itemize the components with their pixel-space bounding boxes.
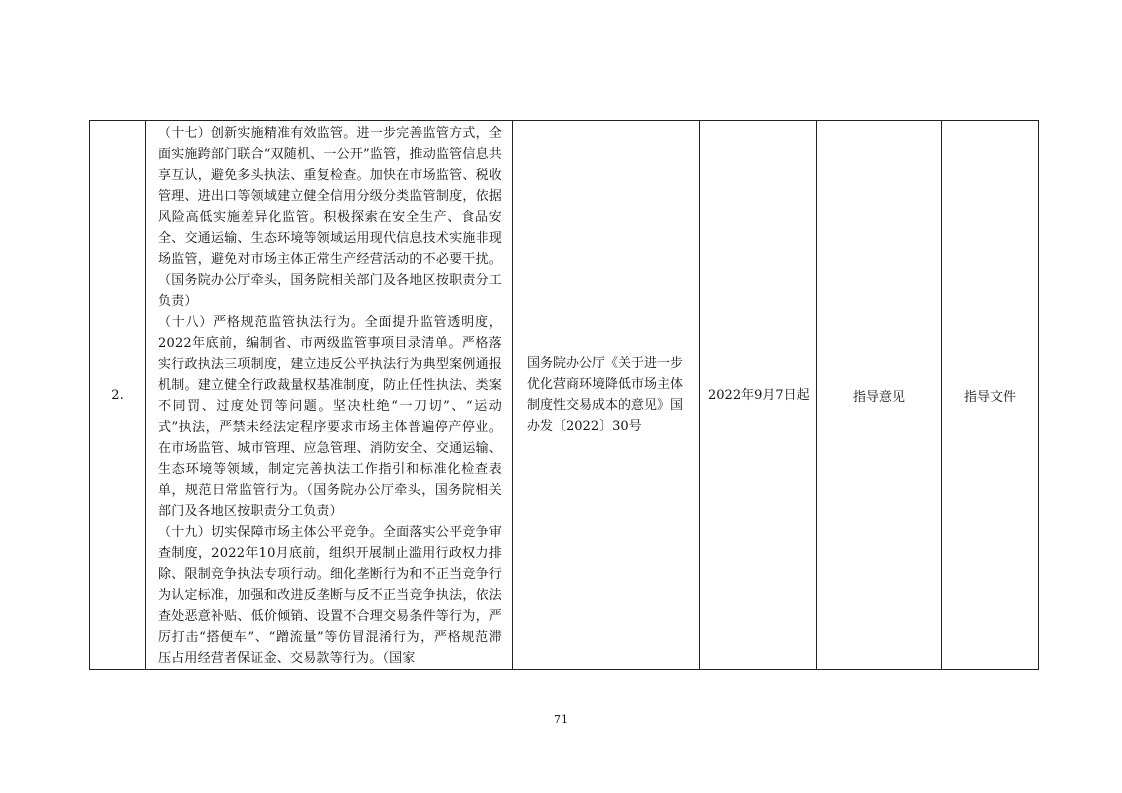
measure-paragraph-18: （十八）严格规范监管执法行为。全面提升监管透明度，2022年底前，编制省、市两级监管事项目录清单。严格落实行政执法三项制度，建立违反公平执法行为典型案例通报机制。建立健全行政裁量权基准制度，防止任性执法、类案不同罚、过度处罚等问题。坚决杜绝“一刀切”、“运动式”执法，严禁未经法定程序要求市场主体普遍停产停业。在市场监管、城市管理、应急管理、消防安全、交通运输、生态环境等领域，制定完善执法工作指引和标准化检查表单，规范日常监管行为。（国务院办公厅牵头，国务院相关部门及各地区按职责分工负责）	[158, 315, 502, 519]
document-category: 指导文件	[942, 121, 1039, 670]
effective-date: 2022年9月7日起	[708, 387, 810, 403]
source-document: 国务院办公厅《关于进一步优化营商环境降低市场主体制度性交易成本的意见》国办发〔2022〕30号	[527, 356, 684, 434]
document-nature: 指导意见	[817, 121, 942, 670]
page-number: 71	[554, 713, 568, 726]
measure-paragraph-17: （十七）创新实施精准有效监管。进一步完善监管方式，全面实施跨部门联合“双随机、一公开”监管，推动监管信息共享互认，避免多头执法、重复检查。加快在市场监管、税收管理、进出口等领域建立健全信用分级分类监管制度，依据风险高低实施差异化监管。积极探索在安全生产、食品安全、交通运输、生态环境等领域运用现代信息技术实施非现场监管，避免对市场主体正常生产经营活动的不必要干扰。（国务院办公厅牵头，国务院相关部门及各地区按职责分工负责）	[158, 126, 502, 309]
policy-table	[89, 120, 1039, 670]
effective-date-cell	[700, 121, 817, 670]
measures-cell	[146, 121, 513, 670]
source-document-cell	[513, 121, 700, 670]
table-row	[90, 121, 1039, 670]
row-number: 2.	[90, 121, 146, 670]
measure-paragraph-19: （十九）切实保障市场主体公平竞争。全面落实公平竞争审查制度，2022年10月底前，组织开展制止滥用行政权力排除、限制竞争执法专项行动。细化垄断行为和不正当竞争行为认定标准，加强和改进反垄断与反不正当竞争执法，依法查处恶意补贴、低价倾销、设置不合理交易条件等行为，严厉打击“搭便车”、“蹭流量”等仿冒混淆行为，严格规范滞压占用经营者保证金、交易款等行为。（国家	[158, 525, 502, 666]
